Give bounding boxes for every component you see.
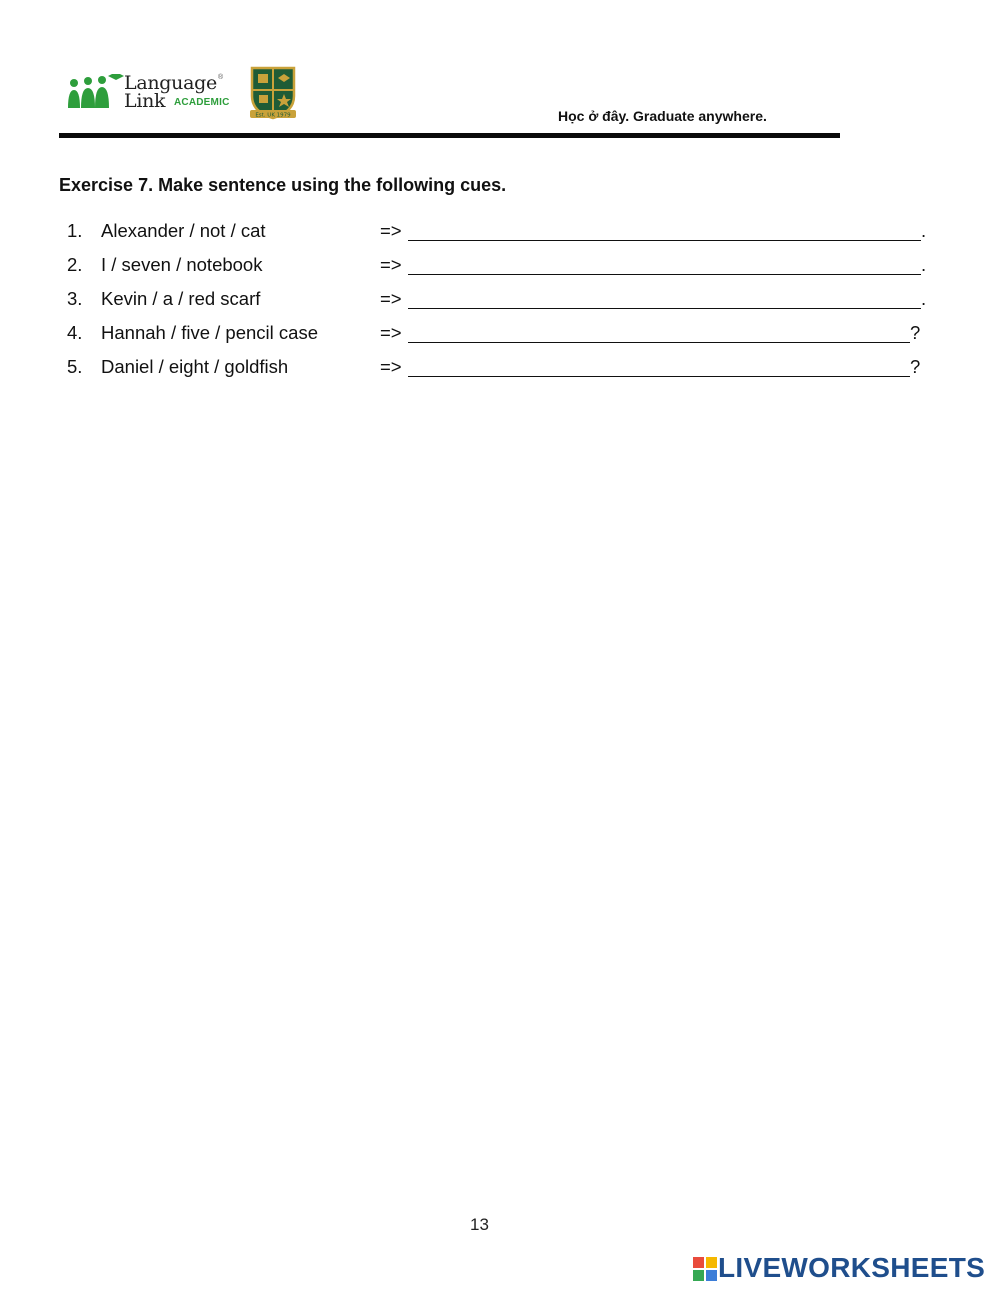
sentence-end-mark: . [921,254,927,275]
sentence-end-mark: ? [910,322,921,343]
logo-academic-text: ACADEMIC [174,97,230,108]
question-cue: Daniel / eight / goldfish [101,356,289,377]
header-divider [59,133,840,138]
question-row-2 [0,254,1000,280]
crest-label: Est. UK 1979 [255,112,291,119]
question-number: 1. [67,220,83,241]
logo-link-text: Link [124,90,166,112]
page-number: 13 [470,1215,489,1234]
question-number: 4. [67,322,83,343]
liveworksheets-brand[interactable]: LIVEWORKSHEETS [718,1252,986,1283]
question-cue: Kevin / a / red scarf [101,288,261,309]
question-number: 2. [67,254,83,275]
answer-arrow: => [380,288,402,309]
sentence-end-mark: . [921,220,927,241]
logo-language-text: Language [124,72,217,94]
question-row-5 [0,356,1000,382]
answer-arrow: => [380,254,402,275]
sentence-end-mark: . [921,288,927,309]
question-cue: Hannah / five / pencil case [101,322,318,343]
liveworksheets-logo-icon [693,1257,717,1281]
answer-input-4[interactable] [408,342,910,343]
tagline: Học ở đây. Graduate anywhere. [558,108,767,124]
answer-input-3[interactable] [408,308,921,309]
exercise-title: Exercise 7. Make sentence using the following cues. [59,175,507,195]
question-cue: I / seven / notebook [101,254,263,275]
question-row-1 [0,220,1000,246]
answer-input-5[interactable] [408,376,910,377]
question-number: 5. [67,356,83,377]
answer-input-2[interactable] [408,274,921,275]
language-link-people-icon [66,74,124,110]
language-link-logo [124,72,230,116]
logo-registered-mark: ® [218,74,224,81]
question-row-4 [0,322,1000,348]
answer-arrow: => [380,220,402,241]
answer-input-1[interactable] [408,240,921,241]
answer-arrow: => [380,356,402,377]
question-number: 3. [67,288,83,309]
question-cue: Alexander / not / cat [101,220,266,241]
answer-arrow: => [380,322,402,343]
sentence-end-mark: ? [910,356,921,377]
question-row-3 [0,288,1000,314]
academic-crest-icon [246,62,300,120]
